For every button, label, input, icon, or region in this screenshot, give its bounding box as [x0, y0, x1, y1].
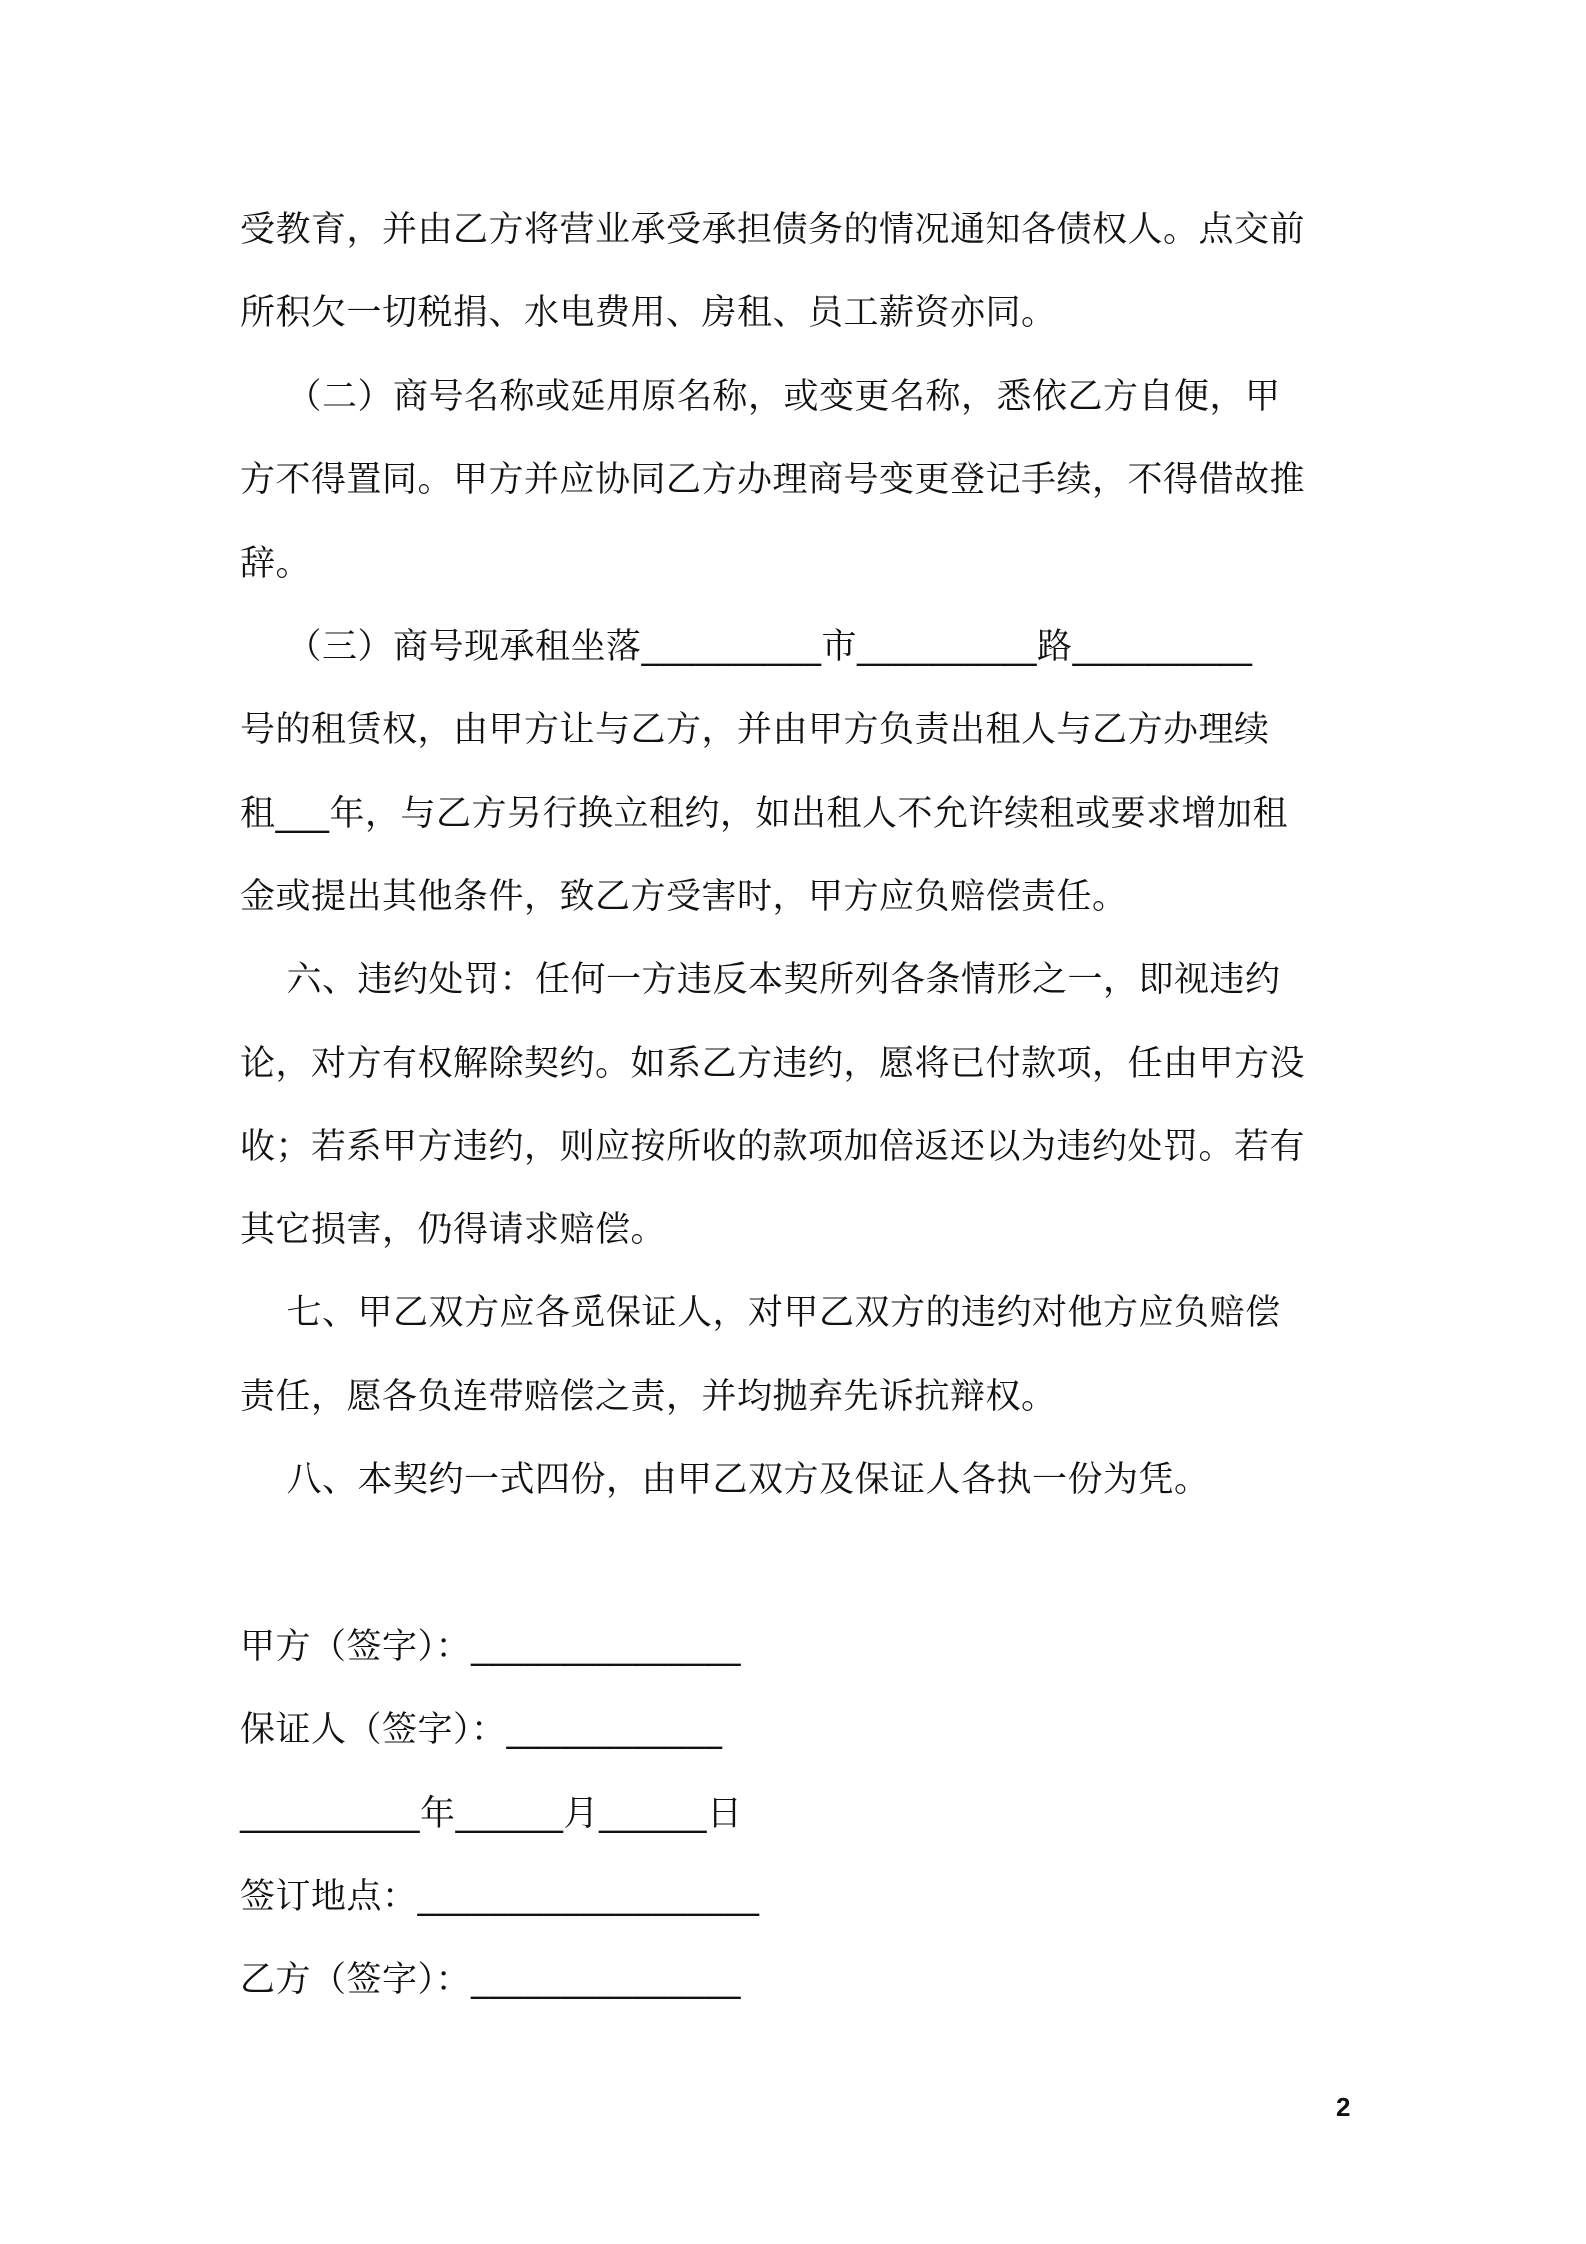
body-line: 受教育，并由乙方将营业承受承担债务的情况通知各债权人。点交前 [240, 210, 1306, 250]
body-line: 金或提出其他条件，致乙方受害时，甲方应负赔偿责任。 [240, 877, 1128, 917]
signing-place-line: 签订地点：___________________ [240, 1877, 760, 1917]
body-line: （二）商号名称或延用原名称，或变更名称，悉依乙方自便，甲 [240, 377, 1281, 417]
signature-line-party-a: 甲方（签字）：_______________ [240, 1627, 742, 1667]
page-number: 2 [1336, 2092, 1351, 2122]
body-line: 号的租赁权，由甲方让与乙方，并由甲方负责出租人与乙方办理续 [240, 710, 1270, 750]
body-line: 其它损害，仍得请求赔偿。 [240, 1210, 667, 1250]
body-line: 辞。 [240, 544, 312, 584]
body-line: （三）商号现承租坐落__________市__________路__________ [240, 627, 1253, 667]
body-line: 责任，愿各负连带赔偿之责，并均抛弃先诉抗辩权。 [240, 1377, 1057, 1417]
body-line: 论，对方有权解除契约。如系乙方违约，愿将已付款项，任由甲方没 [240, 1044, 1306, 1084]
signature-line-guarantor: 保证人（签字）：____________ [240, 1710, 723, 1750]
body-line: 方不得置同。甲方并应协同乙方办理商号变更登记手续，不得借故推 [240, 460, 1306, 500]
signature-line-party-b: 乙方（签字）：_______________ [240, 1960, 742, 2000]
body-line: 收；若系甲方违约，则应按所收的款项加倍返还以为违约处罚。若有 [240, 1127, 1306, 1167]
body-line: 所积欠一切税捐、水电费用、房租、员工薪资亦同。 [240, 293, 1057, 333]
date-line: __________年______月______日 [240, 1794, 743, 1834]
body-line: 八、本契约一式四份，由甲乙双方及保证人各执一份为凭。 [240, 1460, 1210, 1500]
body-line: 租___年，与乙方另行换立租约，如出租人不允许续租或要求增加租 [240, 794, 1289, 834]
body-line: 六、违约处罚：任何一方违反本契所列各条情形之一，即视违约 [240, 960, 1281, 1000]
body-line: 七、甲乙双方应各觅保证人，对甲乙双方的违约对他方应负赔偿 [240, 1293, 1281, 1333]
